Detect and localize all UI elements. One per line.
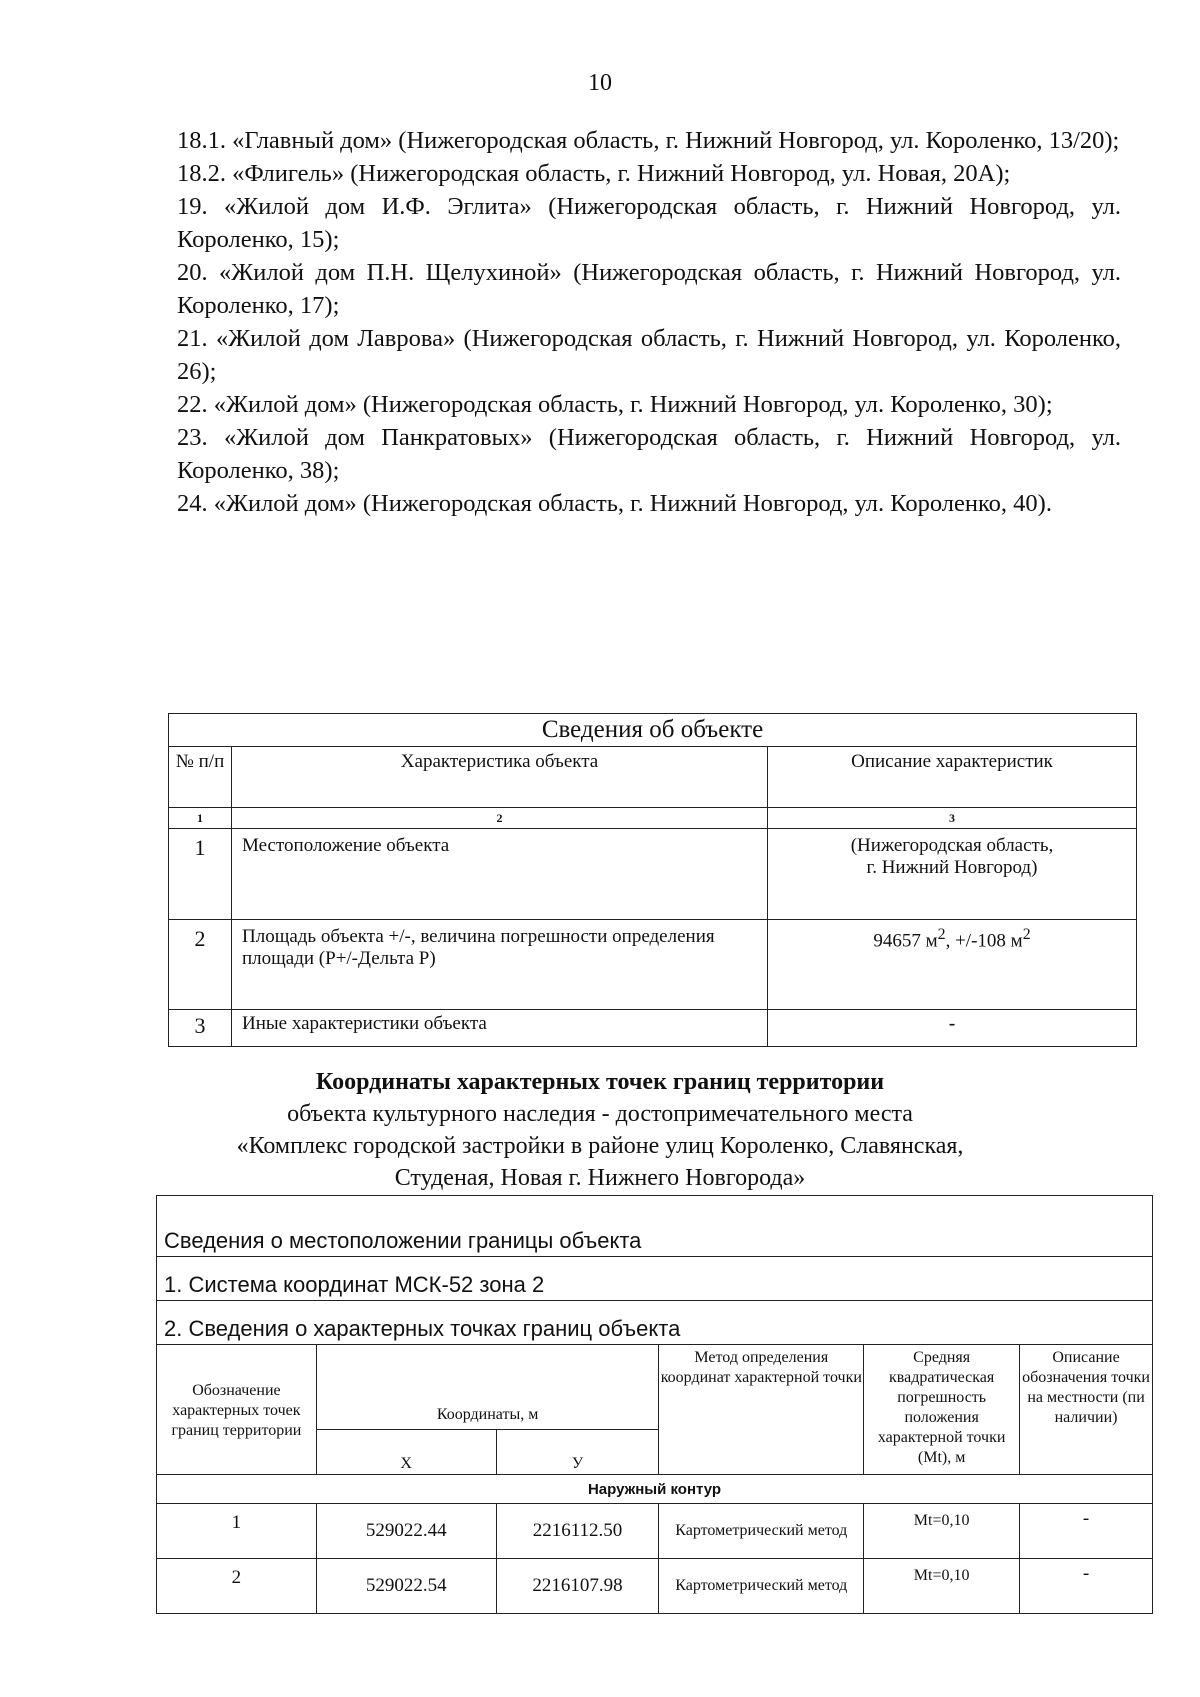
mean-error: Mt=0,10	[864, 1559, 1020, 1614]
table-row	[169, 920, 1137, 1010]
row-description	[768, 829, 1137, 920]
coordinate-x: 529022.44	[316, 1504, 496, 1559]
list-item: 24. «Жилой дом» (Нижегородская область, г. Нижний Новгород, ул. Короленко, 40).	[177, 490, 1052, 517]
section-location: Сведения о местоположении границы объекта	[157, 1196, 1153, 1257]
area-unit-exponent: 2	[937, 926, 946, 943]
location-line: (Нижегородская область,	[850, 835, 1054, 856]
row-characteristic: Площадь объекта +/-, величина погрешности определения площади (Р+/-Дельта Р)	[232, 920, 768, 1010]
method: Картометрический метод	[659, 1504, 864, 1559]
header-x: X	[316, 1430, 496, 1475]
row-description: -	[768, 1010, 1137, 1047]
row-description	[768, 920, 1137, 1010]
row-number: 1	[169, 829, 232, 920]
list-item: 22. «Жилой дом» (Нижегородская область, г. Нижний Новгород, ул. Короленко, 30);	[177, 391, 1053, 418]
contour-label: Наружный контур	[157, 1475, 1153, 1504]
point-description: -	[1020, 1504, 1153, 1559]
column-number: 3	[768, 808, 1137, 829]
object-list	[177, 124, 1121, 520]
header-method: Метод определения координат характерной точки	[659, 1345, 864, 1475]
method: Картометрический метод	[659, 1559, 864, 1614]
coordinate-x: 529022.54	[316, 1559, 496, 1614]
info-table-caption: Сведения об объекте	[169, 714, 1137, 747]
coordinates-title: Координаты характерных точек границ территории	[315, 1069, 885, 1095]
list-item: 18.2. «Флигель» (Нижегородская область, г. Нижний Новгород, ул. Новая, 20А);	[177, 160, 1011, 187]
section-characteristic-points: 2. Сведения о характерных точках границ объекта	[157, 1301, 1153, 1345]
point-number: 1	[157, 1504, 317, 1559]
page-number: 10	[588, 70, 612, 96]
header-mean-error: Средняя квадратическая погрешность положения характерной точки (Mt), м	[864, 1345, 1020, 1475]
table-row	[169, 1010, 1137, 1047]
section-coordinate-system: 1. Система координат МСК-52 зона 2	[157, 1257, 1153, 1301]
table-row	[157, 1559, 1153, 1614]
coordinates-subtitle: объекта культурного наследия - достопримечательного места	[287, 1101, 913, 1127]
list-item: 21. «Жилой дом Лаврова» (Нижегородская область, г. Нижний Новгород, ул. Короленко, 26);	[177, 325, 1121, 385]
header-number: № п/п	[169, 747, 232, 808]
tolerance-unit-exponent: 2	[1022, 926, 1031, 943]
area-tolerance: , +/-108 м	[945, 930, 1023, 952]
header-point-description: Описание обозначения точки на местности (пи наличии)	[1020, 1345, 1153, 1475]
area-value: 94657 м	[873, 930, 938, 952]
header-point-designation: Обозначение характерных точек границ территории	[157, 1345, 317, 1475]
row-number: 3	[169, 1010, 232, 1047]
header-characteristic: Характеристика объекта	[232, 747, 768, 808]
list-item: 20. «Жилой дом П.Н. Щелухиной» (Нижегородская область, г. Нижний Новгород, ул. Короленко, 17);	[177, 259, 1121, 319]
row-characteristic: Иные характеристики объекта	[232, 1010, 768, 1047]
object-info-table	[168, 713, 1137, 1047]
point-description: -	[1020, 1559, 1153, 1614]
table-row	[169, 829, 1137, 920]
coordinates-subtitle: Студеная, Новая г. Нижнего Новгорода»	[394, 1165, 806, 1191]
list-item: 19. «Жилой дом И.Ф. Эглита» (Нижегородская область, г. Нижний Новгород, ул. Короленко, 15);	[177, 193, 1121, 253]
coordinates-subtitle: «Комплекс городской застройки в районе улиц Короленко, Славянская,	[236, 1133, 964, 1159]
location-line: г. Нижний Новгород)	[866, 857, 1038, 878]
column-number: 2	[232, 808, 768, 829]
coordinate-y: 2216107.98	[496, 1559, 659, 1614]
mean-error: Mt=0,10	[864, 1504, 1020, 1559]
list-item: 18.1. «Главный дом» (Нижегородская область, г. Нижний Новгород, ул. Короленко, 13/20);	[177, 127, 1120, 154]
coordinates-table	[156, 1195, 1153, 1614]
coordinates-heading	[0, 1066, 1200, 1194]
point-number: 2	[157, 1559, 317, 1614]
header-description: Описание характеристик	[768, 747, 1137, 808]
table-row	[157, 1504, 1153, 1559]
coordinate-y: 2216112.50	[496, 1504, 659, 1559]
column-number: 1	[169, 808, 232, 829]
row-characteristic: Местоположение объекта	[232, 829, 768, 920]
header-y: У	[496, 1430, 659, 1475]
list-item: 23. «Жилой дом Панкратовых» (Нижегородская область, г. Нижний Новгород, ул. Короленко, 38);	[177, 424, 1121, 484]
header-coordinates: Координаты, м	[316, 1345, 659, 1430]
row-number: 2	[169, 920, 232, 1010]
